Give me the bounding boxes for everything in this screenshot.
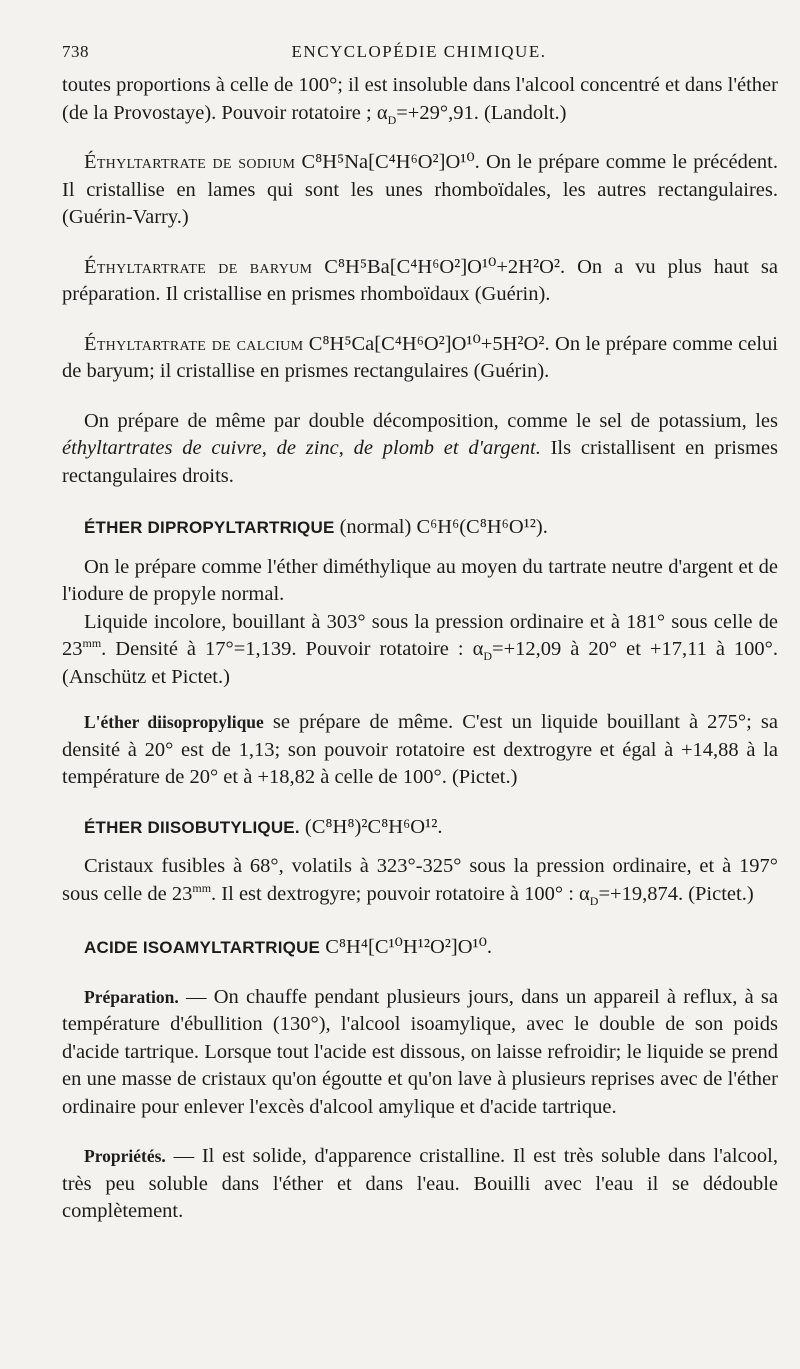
paragraph-double-decomposition: On prépare de même par double décomposition, comme le sel de potassium, les éthyltartrates de cuivre, de zinc, de plomb et d'argent. Ils cristallisent en prismes rectangulaires droits. <box>62 409 778 487</box>
paragraph-properties-dipropyl: Liquide incolore, bouillant à 303° sous la pression ordinaire et à 181° sous celle de $23^{mm}$. Densité à 17°=1,139. Pouvoir rotatoire : $\alpha_D=+12,09$ à 20° et +17,11 à 100°. (Anschütz et Pictet.) <box>62 610 778 688</box>
entry-title: Éthyltartrate de baryum <box>84 255 313 278</box>
entry-title: Éthyltartrate de calcium <box>84 332 304 355</box>
entry-calcium: Éthyltartrate de calcium C⁸H⁵Ca[C⁴H⁶O²]O¹⁰+5H²O². On le prépare comme celui de baryum; il cristallise en prismes rectangulaires (Guérin). <box>62 332 778 382</box>
formula: C⁸H⁵Ba[C⁴H⁶O²]O¹⁰+2H²O². <box>324 255 566 278</box>
section-heading-dipropyl: ÉTHER DIPROPYLTARTRIQUE (normal) C⁶H⁶(C⁸H⁶O¹²). <box>84 516 548 538</box>
paragraph-preparation-dipropyl: On le prépare comme l'éther diméthylique au moyen du tartrate neutre d'argent et de l'iodure de propyle normal. <box>62 555 778 605</box>
formula: C⁸H⁵Ca[C⁴H⁶O²]O¹⁰+5H²O². <box>308 332 550 355</box>
section-title: ACIDE ISOAMYLTARTRIQUE <box>84 938 321 957</box>
paragraph-preparation: Préparation. — On chauffe pendant plusieurs jours, dans un appareil à reflux, à sa température d'ébullition (130°), l'alcool isoamylique, avec le double de son poids d'acide tartrique. Lorsque tout l'acide est dissous, on laisse refroidir; le liquide se prend en une masse de cristaux qu'on égoutte et qu'on lave à plusieurs reprises avec de l'éther ordinaire pour enlever l'excès d'alcool amylique et d'acide tartrique. <box>62 985 778 1118</box>
subsection-title: Propriétés. <box>84 1146 166 1166</box>
section-heading-isoamyl: ACIDE ISOAMYLTARTRIQUE C⁸H⁴[C¹⁰H¹²O²]O¹⁰. <box>84 936 493 958</box>
paragraph-properties: Propriétés. — Il est solide, d'apparence cristalline. Il est très soluble dans l'alcool, très peu soluble dans l'éther et dans l'eau. Bouilli avec l'eau il se dédouble complètement. <box>62 1145 778 1222</box>
entry-sodium: Éthyltartrate de sodium C⁸H⁵Na[C⁴H⁶O²]O¹⁰. On le prépare comme le précédent. Il cristallise en lames qui sont les unes rhomboïdales, les autres rectangulaires. (Guérin-Varry.) <box>62 151 778 228</box>
body-text <box>62 72 778 1226</box>
formula: C⁸H⁵Na[C⁴H⁶O²]O¹⁰. <box>301 151 480 173</box>
page-number: 738 <box>62 42 89 61</box>
subsection-title: Préparation. <box>84 986 179 1007</box>
running-head: ENCYCLOPÉDIE CHIMIQUE. <box>291 42 547 61</box>
page-header <box>62 38 776 68</box>
paragraph-diisobutyl: Cristaux fusibles à 68°, volatils à 323°-325° sous la pression ordinaire, et à 197° sous celle de $23^{mm}$. Il est dextrogyre; pouvoir rotatoire à 100° : $\alpha_D=+19,874$. (Pictet.) <box>62 855 778 908</box>
entry-title: L'éther diisopropylique <box>84 712 264 732</box>
section-title: ÉTHER DIISOBUTYLIQUE. <box>84 817 300 837</box>
paragraph-continuation: toutes proportions à celle de 100°; il est insoluble dans l'alcool concentré et dans l'éther (de la Provostaye). Pouvoir rotatoire ; $\alpha_D=+29^\circ,91$. (Landolt.) <box>62 74 778 127</box>
paragraph-diisopropyl: L'éther diisopropylique se prépare de même. C'est un liquide bouillant à 275°; sa densité à 20° est de 1,13; son pouvoir rotatoire est dextrogyre et égal à +14,88 à la température de 20° et à +18,82 à celle de 100°. (Pictet.) <box>62 711 778 788</box>
section-heading-diisobutyl: ÉTHER DIISOBUTYLIQUE. (C⁸H⁸)²C⁸H⁶O¹². <box>84 815 443 838</box>
section-title: ÉTHER DIPROPYLTARTRIQUE <box>84 518 335 537</box>
entry-title: Éthyltartrate de sodium <box>84 151 296 173</box>
entry-baryum: Éthyltartrate de baryum C⁸H⁵Ba[C⁴H⁶O²]O¹⁰+2H²O². On a vu plus haut sa préparation. Il cristallise en prismes rhomboïdaux (Guérin). <box>62 255 779 305</box>
